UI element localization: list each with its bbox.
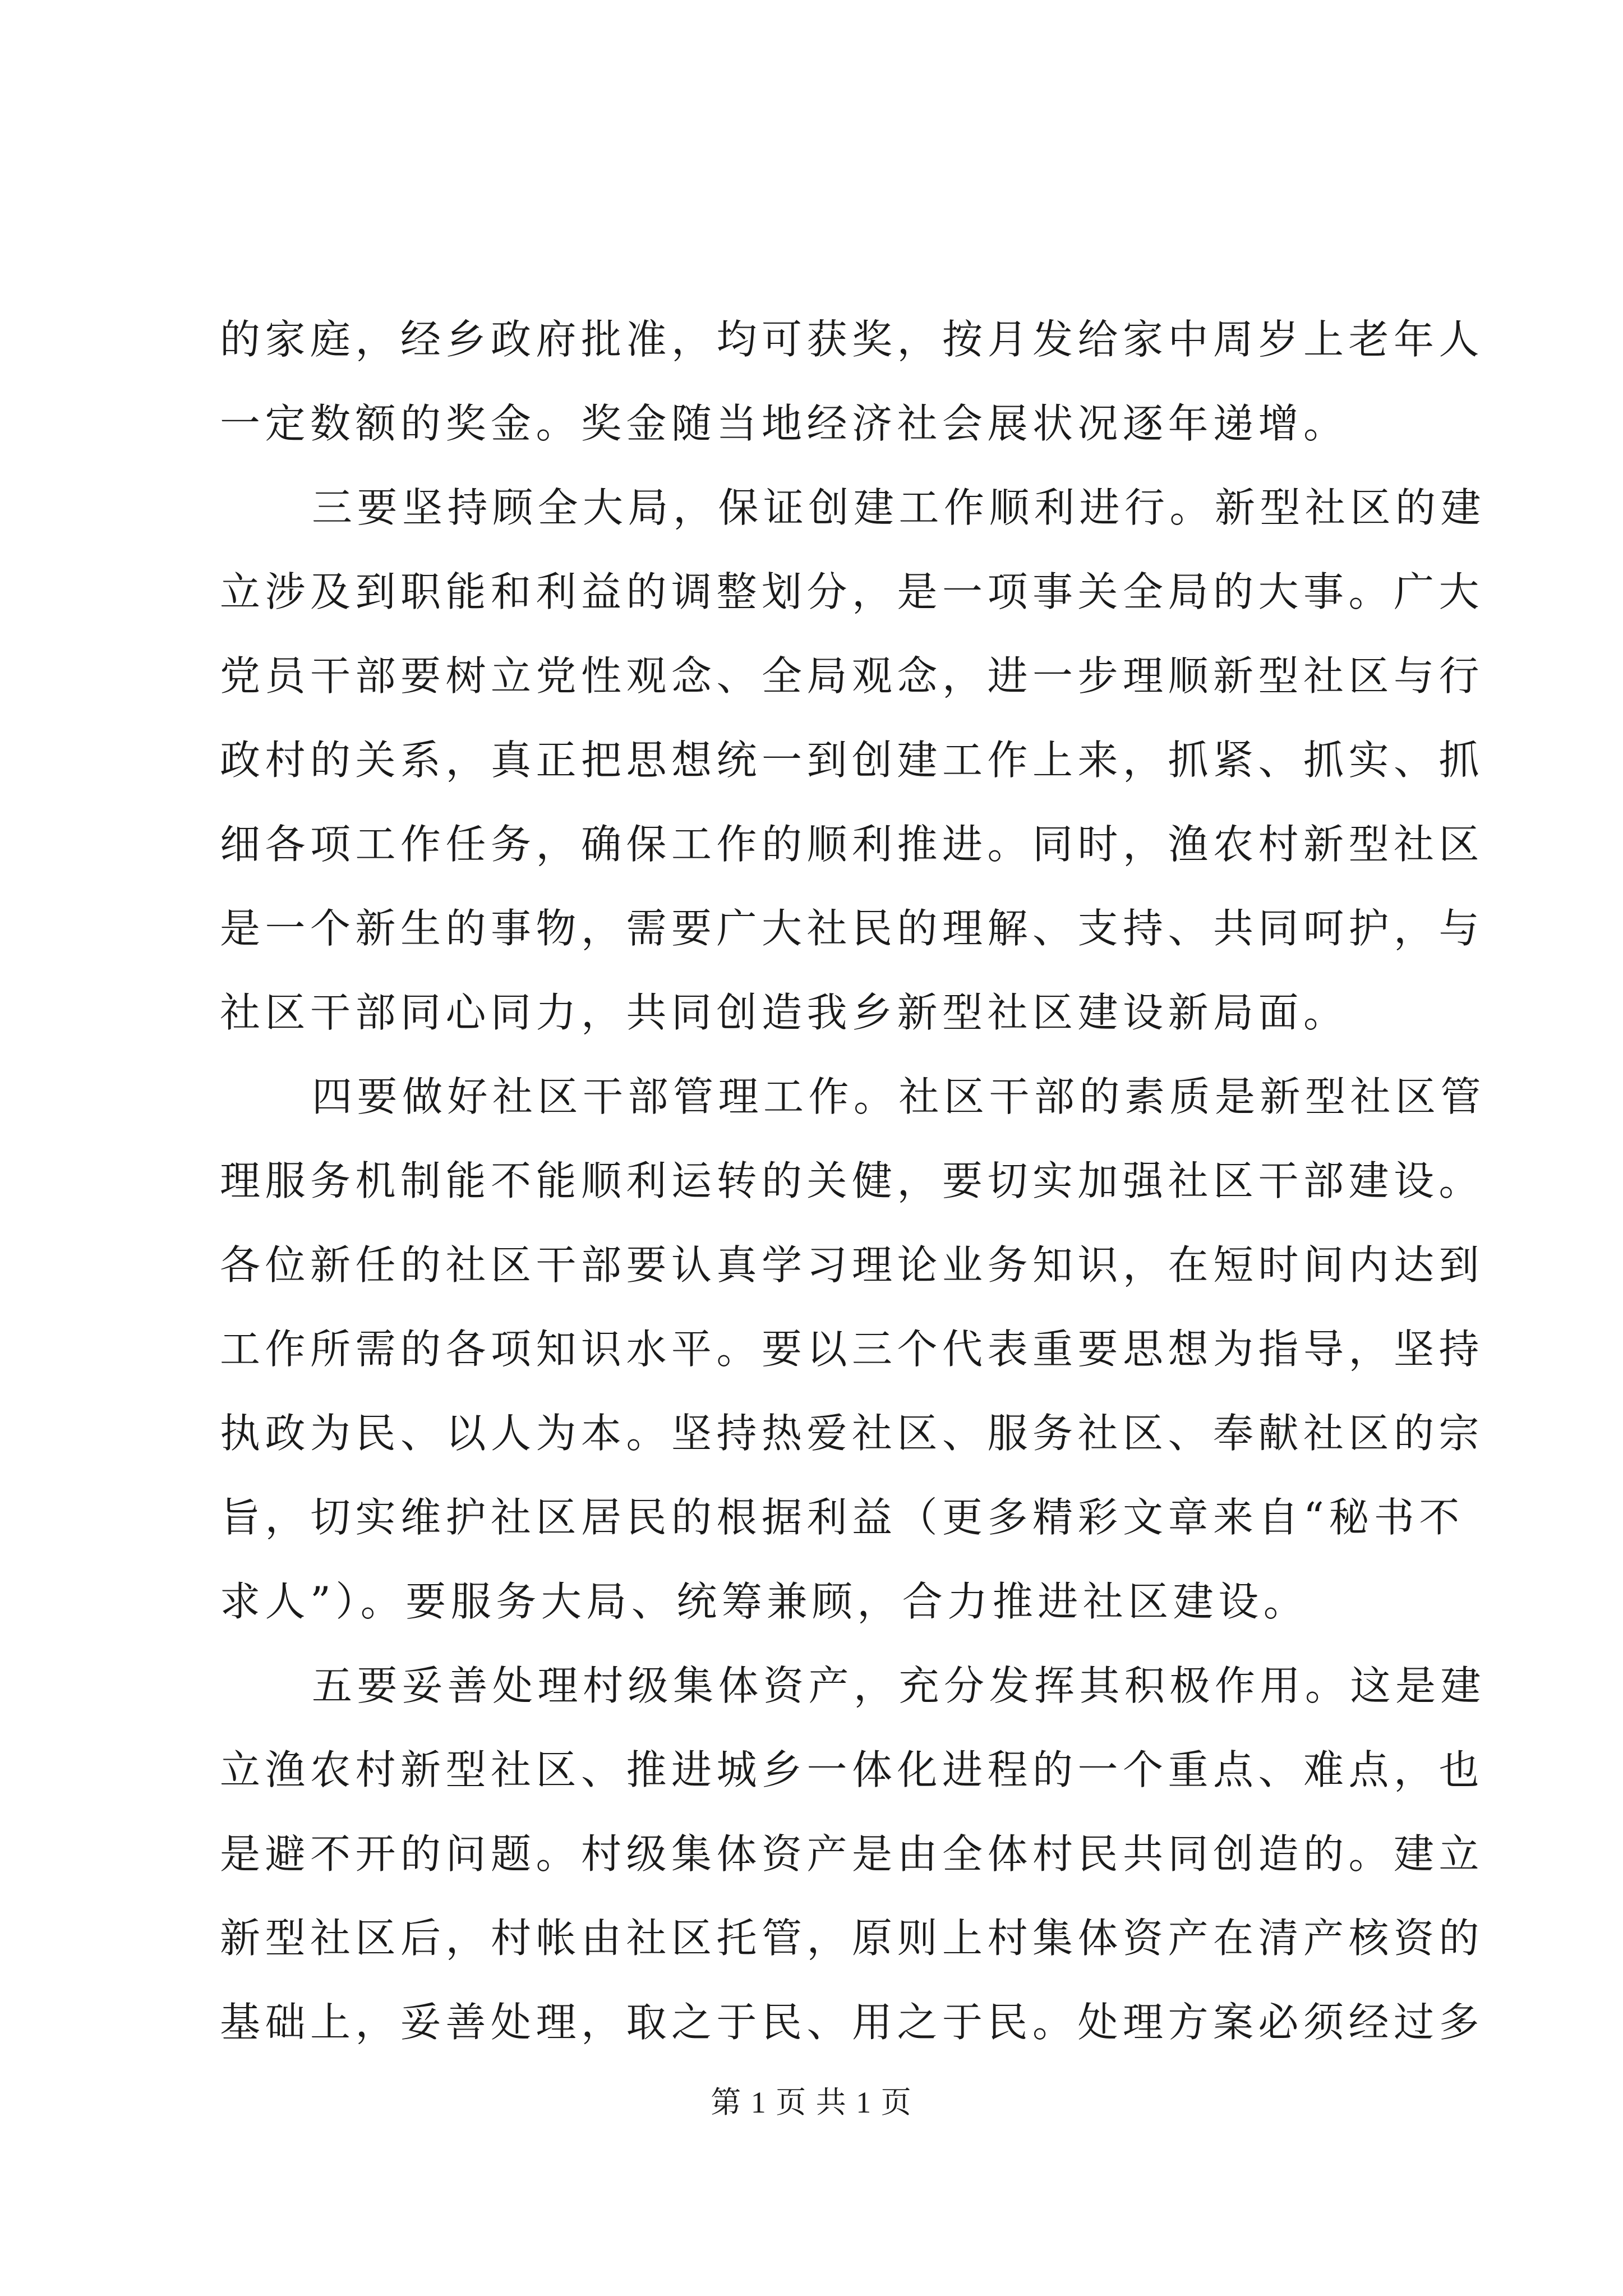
text-line: 政村的关系，真正把思想统一到创建工作上来，抓紧、抓实、抓 — [220, 737, 1484, 784]
paragraph-start-line: 三要坚持顾全大局，保证创建工作顺利进行。新型社区的建 — [312, 484, 1486, 531]
text-line: 求人”）。要服务大局、统筹兼顾，合力推进社区建设。 — [220, 1578, 1309, 1625]
text-line: 是一个新生的事物，需要广大社民的理解、支持、共同呵护，与 — [220, 905, 1484, 952]
text-line: 一定数额的奖金。奖金随当地经济社会展状况逐年递增。 — [220, 400, 1349, 447]
text-line: 是避不开的问题。村级集体资产是由全体村民共同创造的。建立 — [220, 1830, 1484, 1878]
text-line: 细各项工作任务，确保工作的顺利推进。同时，渔农村新型社区 — [220, 821, 1484, 868]
text-line: 立涉及到职能和利益的调整划分，是一项事关全局的大事。广大 — [220, 568, 1484, 615]
paragraph-start-line: 五要妥善处理村级集体资产，充分发挥其积极作用。这是建 — [312, 1662, 1486, 1709]
text-line: 旨，切实维护社区居民的根据利益（更多精彩文章来自“秘书不 — [220, 1494, 1464, 1541]
text-line: 社区干部同心同力，共同创造我乡新型社区建设新局面。 — [220, 989, 1349, 1036]
page-number-footer: 第 1 页 共 1 页 — [711, 2086, 912, 2119]
text-line: 各位新任的社区干部要认真学习理论业务知识，在短时间内达到 — [220, 1241, 1484, 1289]
text-line: 工作所需的各项知识水平。要以三个代表重要思想为指导，坚持 — [220, 1326, 1484, 1373]
text-line: 执政为民、以人为本。坚持热爱社区、服务社区、奉献社区的宗 — [220, 1410, 1484, 1457]
paragraph-start-line: 四要做好社区干部管理工作。社区干部的素质是新型社区管 — [312, 1073, 1486, 1120]
text-line: 新型社区后，村帐由社区托管，原则上村集体资产在清产核资的 — [220, 1915, 1484, 1962]
text-line: 理服务机制能不能顺利运转的关健，要切实加强社区干部建设。 — [220, 1157, 1484, 1204]
text-line: 的家庭，经乡政府批准，均可获奖，按月发给家中周岁上老年人 — [220, 316, 1484, 363]
text-line: 立渔农村新型社区、推进城乡一体化进程的一个重点、难点，也 — [220, 1746, 1484, 1793]
text-line: 党员干部要树立党性观念、全局观念，进一步理顺新型社区与行 — [220, 652, 1484, 700]
text-line: 基础上，妥善处理，取之于民、用之于民。处理方案必须经过多 — [220, 1999, 1484, 2046]
